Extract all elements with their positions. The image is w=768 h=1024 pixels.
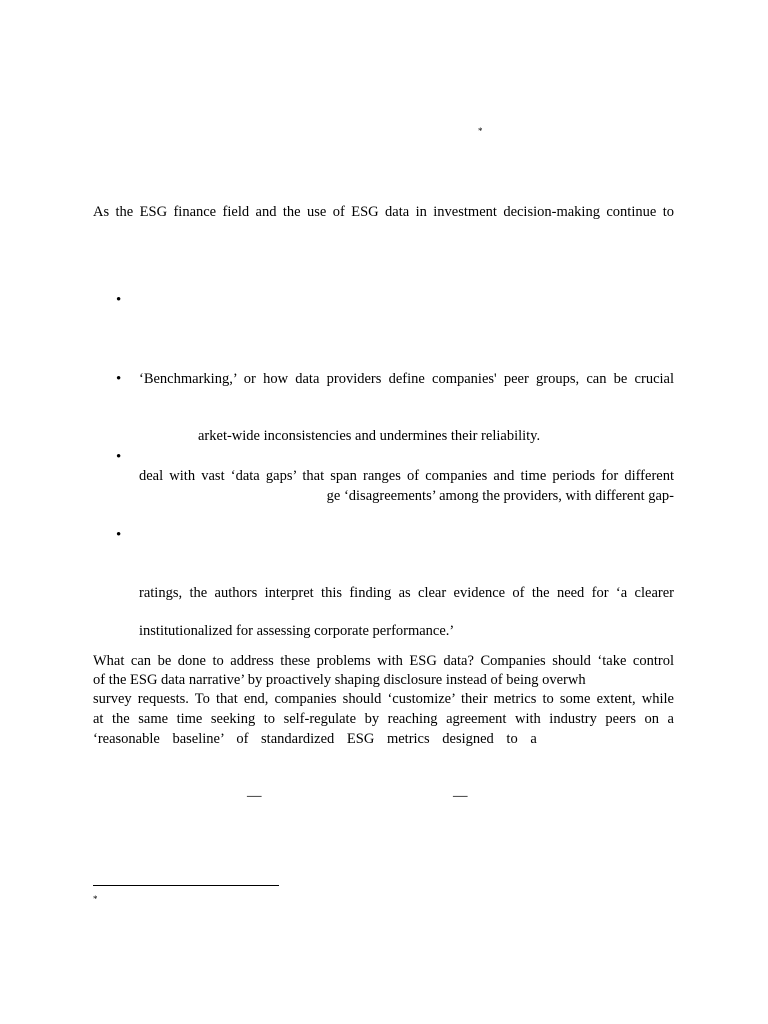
closing-line-2: of the ESG data narrative’ by proactively shaping disclosure instead of being overwh <box>93 672 586 688</box>
closing-line-1: What can be done to address these problems with ESG data? Companies should ‘take control <box>93 653 674 669</box>
closing-line-4: at the same time seeking to self-regulate by reaching agreement with industry peers on a <box>93 711 674 727</box>
bullet-2-symbol: • <box>116 371 122 387</box>
bullet-3-line-1: deal with vast ‘data gaps’ that span ranges of companies and time periods for different <box>139 468 674 484</box>
footnote-mark: * <box>93 894 98 904</box>
dash-left: — <box>247 788 262 804</box>
bullet-2-line-2: arket-wide inconsistencies and undermines their reliability. <box>198 428 541 444</box>
dash-right: — <box>453 788 468 804</box>
footnote-separator <box>93 885 279 886</box>
intro-line: As the ESG finance field and the use of ESG data in investment decision-making continue to <box>93 204 674 220</box>
bullet-4-symbol: • <box>116 527 122 543</box>
bullet-3-line-2: ge ‘disagreements’ among the providers, with different gap- <box>326 488 674 504</box>
bullet-2-line-1: ‘Benchmarking,’ or how data providers define companies' peer groups, can be crucial <box>139 371 674 387</box>
bullet-1-symbol: • <box>116 292 122 308</box>
closing-line-3: survey requests. To that end, companies should ‘customize’ their metrics to some extent, while <box>93 691 674 707</box>
closing-line-5: ‘reasonable baseline’ of standardized ESG metrics designed to a <box>93 731 537 747</box>
bullet-3-symbol: • <box>116 449 122 465</box>
bullet-4-line-2: institutionalized for assessing corporate performance.’ <box>139 623 455 639</box>
header-footnote-mark: * <box>478 126 483 136</box>
bullet-4-line-1: ratings, the authors interpret this finding as clear evidence of the need for ‘a clearer <box>139 585 674 601</box>
